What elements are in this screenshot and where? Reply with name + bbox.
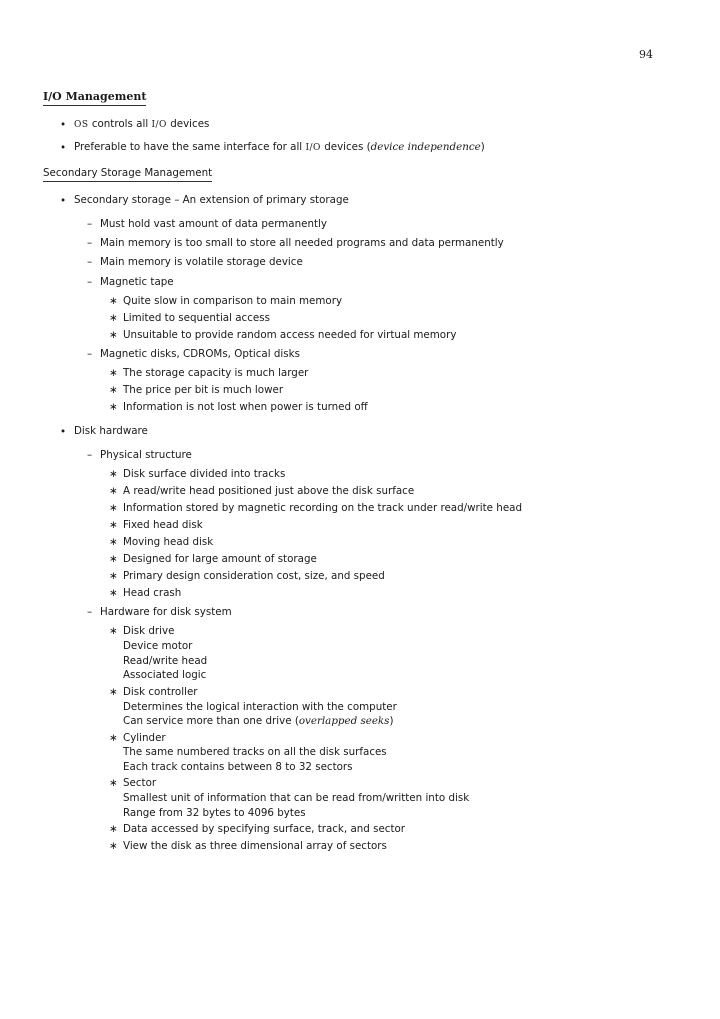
list-item-continuation: Each track contains between 8 to 32 sectors (123, 761, 353, 773)
list-item: Limited to sequential access (123, 312, 270, 324)
list-item: Designed for large amount of storage (123, 553, 317, 565)
list-item-continuation: Range from 32 bytes to 4096 bytes (123, 807, 306, 819)
star-marker: ∗ (109, 732, 118, 744)
star-marker: ∗ (109, 840, 118, 852)
star-marker: ∗ (109, 570, 118, 582)
hardware-disk-system-item: Hardware for disk system (100, 606, 232, 618)
bullet-marker: • (60, 195, 67, 207)
dash-marker: – (87, 256, 93, 268)
list-item: Primary design consideration cost, size, and speed (123, 570, 385, 582)
star-marker: ∗ (109, 384, 118, 396)
bullet-marker: • (60, 119, 67, 131)
star-marker: ∗ (109, 329, 118, 341)
list-item: Head crash (123, 587, 182, 599)
list-item-magnetic-disks: Magnetic disks, CDROMs, Optical disks (100, 348, 300, 360)
list-item: View the disk as three dimensional array of sectors (123, 840, 387, 852)
page-number: 94 (639, 48, 653, 61)
physical-structure-item: Physical structure (100, 449, 192, 461)
disk-drive-title: Disk drive (123, 625, 175, 637)
dash-marker: – (87, 218, 93, 230)
list-item: Information is not lost when power is turned off (123, 401, 368, 413)
bullet-marker: • (60, 426, 67, 438)
disk-controller-title: Disk controller (123, 686, 198, 698)
star-marker: ∗ (109, 312, 118, 324)
list-item-continuation: Can service more than one drive (overlapped seeks) (123, 715, 394, 727)
list-item: Information stored by magnetic recording on the track under read/write head (123, 502, 522, 514)
list-item: Main memory is too small to store all needed programs and data permanently (100, 237, 504, 249)
star-marker: ∗ (109, 367, 118, 379)
list-item: Main memory is volatile storage device (100, 256, 303, 268)
os-smallcaps: OS (74, 120, 89, 130)
star-marker: ∗ (109, 485, 118, 497)
dash-marker: – (87, 237, 93, 249)
overlapped-seeks-italic: overlapped seeks (298, 715, 390, 727)
dash-marker: – (87, 276, 93, 288)
star-marker: ∗ (109, 777, 118, 789)
star-marker: ∗ (109, 587, 118, 599)
dash-marker: – (87, 449, 93, 461)
list-item: Disk surface divided into tracks (123, 468, 286, 480)
list-item-continuation: Read/write head (123, 655, 208, 667)
list-item: A read/write head positioned just above the disk surface (123, 485, 415, 497)
list-item-continuation: The same numbered tracks on all the disk surfaces (123, 746, 387, 758)
star-marker: ∗ (109, 502, 118, 514)
list-item-magnetic-tape: Magnetic tape (100, 276, 174, 288)
secondary-storage-heading: Secondary Storage Management (43, 167, 212, 182)
star-marker: ∗ (109, 553, 118, 565)
list-item: Unsuitable to provide random access needed for virtual memory (123, 329, 457, 341)
star-marker: ∗ (109, 823, 118, 835)
star-marker: ∗ (109, 625, 118, 637)
star-marker: ∗ (109, 536, 118, 548)
device-independence-italic: device independence (370, 141, 481, 153)
cylinder-title: Cylinder (123, 732, 166, 744)
star-marker: ∗ (109, 295, 118, 307)
sector-title: Sector (123, 777, 157, 789)
io-bullet-device-independence: Preferable to have the same interface for all I/O devices (device independence) (74, 141, 485, 153)
dash-marker: – (87, 348, 93, 360)
dash-marker: – (87, 606, 93, 618)
list-item: Must hold vast amount of data permanently (100, 218, 327, 230)
list-item: Fixed head disk (123, 519, 203, 531)
star-marker: ∗ (109, 468, 118, 480)
secondary-storage-bullet: Secondary storage – An extension of primary storage (74, 194, 349, 206)
list-item-continuation: Associated logic (123, 669, 207, 681)
star-marker: ∗ (109, 519, 118, 531)
list-item-continuation: Determines the logical interaction with the computer (123, 701, 397, 713)
list-item: The price per bit is much lower (123, 384, 284, 396)
star-marker: ∗ (109, 401, 118, 413)
list-item: The storage capacity is much larger (123, 367, 309, 379)
star-marker: ∗ (109, 686, 118, 698)
list-item-continuation: Device motor (123, 640, 193, 652)
io-management-heading: I/O Management (43, 90, 146, 106)
bullet-marker: • (60, 142, 67, 154)
list-item-continuation: Smallest unit of information that can be read from/written into disk (123, 792, 470, 804)
list-item: Moving head disk (123, 536, 214, 548)
disk-hardware-bullet: Disk hardware (74, 425, 148, 437)
list-item: Data accessed by specifying surface, track, and sector (123, 823, 406, 835)
list-item: Quite slow in comparison to main memory (123, 295, 343, 307)
io-bullet-os-controls: OS controls all I/O devices (74, 118, 210, 130)
